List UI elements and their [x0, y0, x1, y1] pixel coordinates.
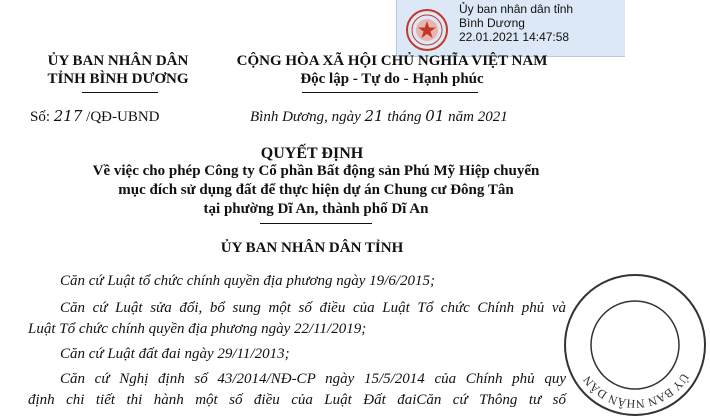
national-motto: Độc lập - Tự do - Hạnh phúc [300, 71, 484, 87]
issuing-authority-line2: TỈNH BÌNH DƯƠNG [47, 71, 189, 87]
svg-text:ỦY BAN NHÂN DÂN [577, 330, 693, 420]
legal-basis-line: Căn cứ Luật sửa đổi, bổ sung một số điều của Luật Tổ chức Chính phủ và [60, 300, 566, 316]
issuing-authority-header [28, 52, 208, 88]
document-number [30, 107, 160, 126]
left-header-divider [82, 92, 158, 93]
national-motto-header [216, 52, 568, 88]
place-and-date [250, 107, 508, 126]
stamp-text: ỦY BAN NHÂN DÂN [580, 370, 692, 412]
country-name: CỘNG HÒA XÃ HỘI CHỦ NGHĨA VIỆT NAM [236, 53, 548, 69]
digital-signature-box [396, 0, 625, 57]
decision-title: QUYẾT ĐỊNH [260, 145, 364, 162]
legal-basis-line: định chi tiết thi hành một số điều của Luật Đất đaiCăn cứ Thông tư số [28, 392, 566, 408]
legal-basis-line: Căn cứ Luật tổ chức chính quyền địa phương ngày 19/6/2015; [60, 273, 435, 289]
official-stamp [560, 270, 710, 420]
right-header-divider [302, 92, 478, 93]
decision-subject [30, 162, 602, 219]
decision-subject-line3: tại phường Dĩ An, thành phố Dĩ An [203, 201, 429, 217]
signature-province: Bình Dương [459, 16, 525, 30]
document-number-suffix: /QĐ-UBND [86, 109, 160, 125]
date-year: năm 2021 [448, 109, 508, 125]
decision-subject-line2: mục đích sử dụng đất để thực hiện dự án Chung cư Đông Tân [118, 182, 514, 198]
signature-signer: Ủy ban nhân dân tỉnh [459, 2, 574, 16]
signature-timestamp: 22.01.2021 14:47:58 [459, 30, 570, 44]
document-number-handwritten: 217 [53, 107, 83, 125]
document-number-prefix: Số: [30, 109, 51, 125]
date-month-label: tháng [387, 109, 422, 125]
signature-details [459, 2, 623, 44]
legal-basis-line: Căn cứ Luật đất đai ngày 29/11/2013; [60, 346, 290, 362]
authority-heading: ỦY BAN NHÂN DÂN TỈNH [220, 240, 404, 256]
decision-subject-line1: Về việc cho phép Công ty Cổ phần Bất động sản Phú Mỹ Hiệp chuyển [92, 163, 540, 179]
legal-basis-line: Căn cứ Nghị định số 43/2014/NĐ-CP ngày 15/5/2014 của Chính phủ quy [60, 371, 566, 387]
date-place: Bình Dương, ngày [250, 109, 361, 125]
legal-basis-line: Luật Tổ chức chính quyền địa phương ngày 22/11/2019; [28, 321, 367, 337]
date-day: 21 [364, 107, 384, 125]
date-month: 01 [425, 107, 445, 125]
national-emblem-icon [405, 8, 449, 52]
subject-divider [260, 223, 372, 224]
issuing-authority-line1: ỦY BAN NHÂN DÂN [47, 53, 189, 69]
